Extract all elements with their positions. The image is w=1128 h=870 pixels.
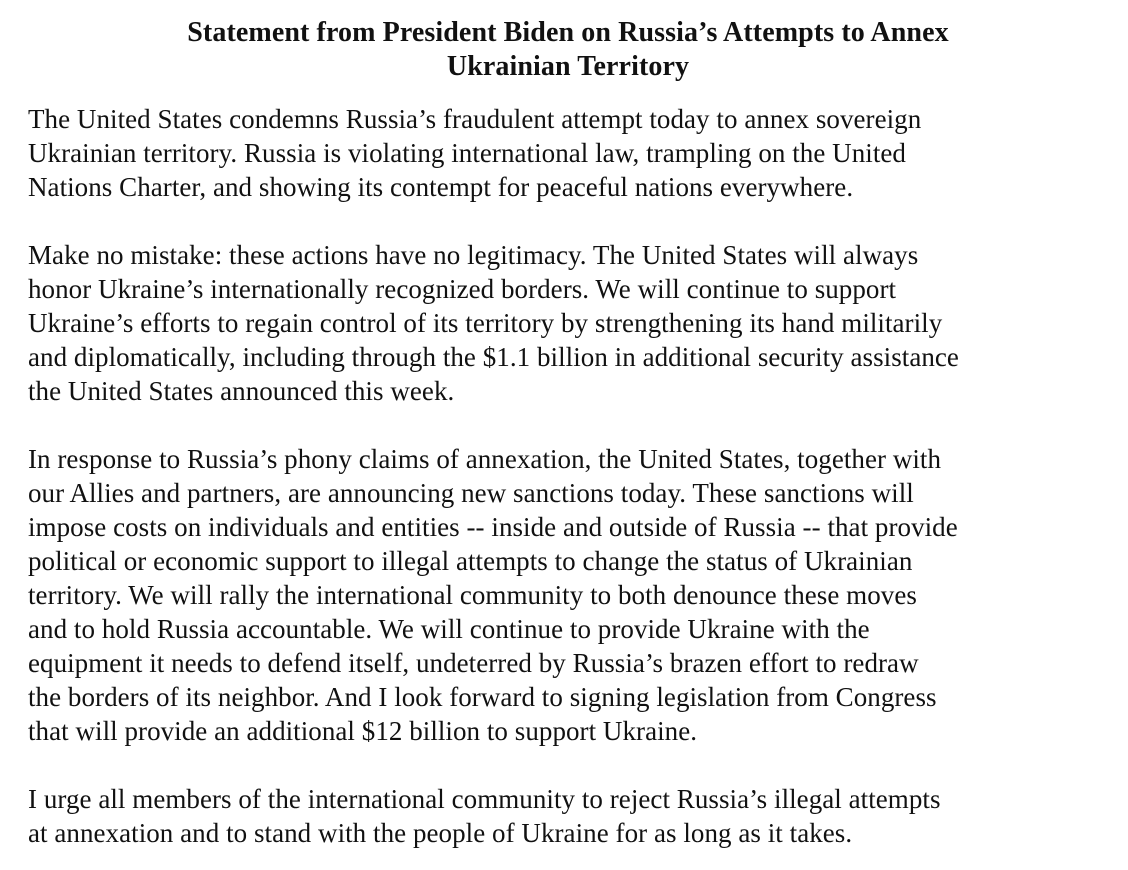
text-line: the borders of its neighbor. And I look forward to signing legislation from Congress: [28, 682, 937, 712]
text-line: that will provide an additional $12 billion to support Ukraine.: [28, 716, 698, 746]
text-line: Ukraine’s efforts to regain control of its territory by strengthening its hand militarily: [28, 308, 943, 338]
paragraph-legitimacy: [28, 238, 1108, 408]
statement-title: [28, 16, 1108, 84]
paragraph-appeal: [28, 782, 1108, 850]
text-line: Ukrainian territory. Russia is violating international law, trampling on the United: [28, 138, 906, 168]
title-line: Ukrainian Territory: [446, 51, 690, 82]
text-line: and diplomatically, including through the $1.1 billion in additional security assistance: [28, 342, 959, 372]
text-line: territory. We will rally the international community to both denounce these moves: [28, 580, 917, 610]
text-line: impose costs on individuals and entities -- inside and outside of Russia -- that provide: [28, 512, 958, 542]
text-line: In response to Russia’s phony claims of annexation, the United States, together with: [28, 444, 942, 474]
text-line: Make no mistake: these actions have no legitimacy. The United States will always: [28, 240, 919, 270]
text-line: Nations Charter, and showing its contempt for peaceful nations everywhere.: [28, 172, 854, 202]
paragraph-sanctions: [28, 442, 1108, 748]
text-line: at annexation and to stand with the people of Ukraine for as long as it takes.: [28, 818, 853, 848]
statement-document: [28, 16, 1108, 850]
text-line: political or economic support to illegal attempts to change the status of Ukrainian: [28, 546, 913, 576]
text-line: our Allies and partners, are announcing new sanctions today. These sanctions will: [28, 478, 914, 508]
title-line: Statement from President Biden on Russia’s Attempts to Annex: [187, 17, 949, 48]
text-line: I urge all members of the international community to reject Russia’s illegal attempts: [28, 784, 941, 814]
text-line: and to hold Russia accountable. We will continue to provide Ukraine with the: [28, 614, 870, 644]
paragraph-condemnation: [28, 102, 1108, 204]
text-line: equipment it needs to defend itself, undeterred by Russia’s brazen effort to redraw: [28, 648, 919, 678]
text-line: honor Ukraine’s internationally recognized borders. We will continue to support: [28, 274, 897, 304]
text-line: The United States condemns Russia’s fraudulent attempt today to annex sovereign: [28, 104, 922, 134]
text-line: the United States announced this week.: [28, 376, 455, 406]
